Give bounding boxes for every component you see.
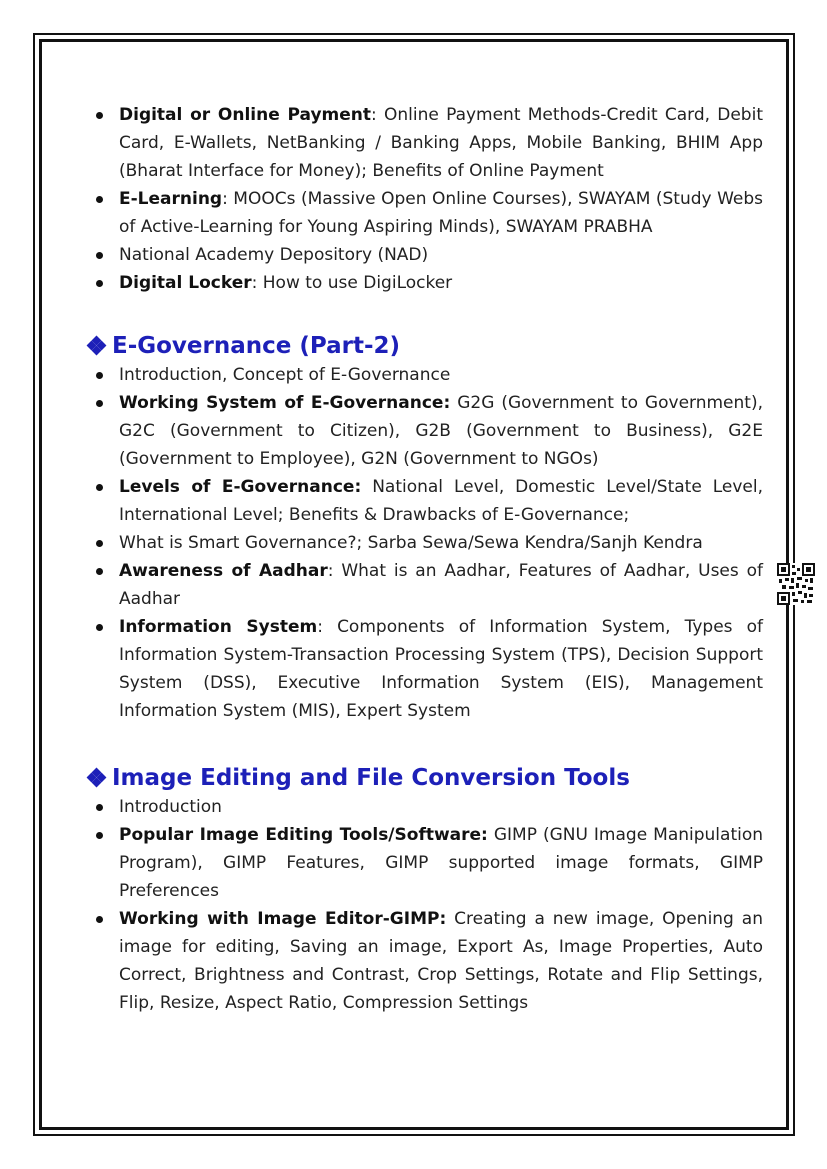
four-diamond-icon xyxy=(88,769,106,787)
list-item: Levels of E-Governance: National Level, Domestic Level/State Level, International Level; Benefits & Drawbacks of E-Governance; xyxy=(88,473,763,529)
bullet-icon xyxy=(96,624,103,631)
bullet-icon xyxy=(96,196,103,203)
section-list xyxy=(88,101,763,297)
section-heading: E-Governance (Part-2) xyxy=(88,331,763,361)
list-item: Digital Locker: How to use DigiLocker xyxy=(88,269,763,297)
bullet-icon xyxy=(96,568,103,575)
four-diamond-icon xyxy=(88,337,106,355)
qr-code-icon xyxy=(777,563,815,605)
list-item: Working with Image Editor-GIMP: Creating a new image, Opening an image for editing, Saving an image, Export As, Image Properties, Auto Correct, Brightness and Contrast, Crop Settings, Rotate and Flip Settings, Flip, Resize, Aspect Ratio, Compression Settings xyxy=(88,905,763,1017)
list-item: Introduction, Concept of E-Governance xyxy=(88,361,763,389)
list-item: Popular Image Editing Tools/Software: GIMP (GNU Image Manipulation Program), GIMP Features, GIMP supported image formats, GIMP Preferences xyxy=(88,821,763,905)
bullet-icon xyxy=(96,252,103,259)
bullet-icon xyxy=(96,540,103,547)
list-item: Information System: Components of Information System, Types of Information System-Transaction Processing System (TPS), Decision Support System (DSS), Executive Information System (EIS), Management Information System (MIS), Expert System xyxy=(88,613,763,725)
bullet-icon xyxy=(96,280,103,287)
list-item: Awareness of Aadhar: What is an Aadhar, Features of Aadhar, Uses of Aadhar xyxy=(88,557,763,613)
list-item: E-Learning: MOOCs (Massive Open Online Courses), SWAYAM (Study Webs of Active-Learning for Young Aspiring Minds), SWAYAM PRABHA xyxy=(88,185,763,241)
bullet-icon xyxy=(96,372,103,379)
section-heading: Image Editing and File Conversion Tools xyxy=(88,763,763,793)
list-item: What is Smart Governance?; Sarba Sewa/Sewa Kendra/Sanjh Kendra xyxy=(88,529,763,557)
section-list xyxy=(88,361,763,725)
bullet-icon xyxy=(96,916,103,923)
document-body xyxy=(88,101,763,1017)
list-item: Working System of E-Governance: G2G (Government to Government), G2C (Government to Citizen), G2B (Government to Business), G2E (Government to Employee), G2N (Government to NGOs) xyxy=(88,389,763,473)
bullet-icon xyxy=(96,112,103,119)
section-list xyxy=(88,793,763,1017)
list-item: Introduction xyxy=(88,793,763,821)
bullet-icon xyxy=(96,832,103,839)
bullet-icon xyxy=(96,804,103,811)
list-item: Digital or Online Payment: Online Payment Methods-Credit Card, Debit Card, E-Wallets, NetBanking / Banking Apps, Mobile Banking, BHIM App (Bharat Interface for Money); Benefits of Online Payment xyxy=(88,101,763,185)
bullet-icon xyxy=(96,400,103,407)
list-item: National Academy Depository (NAD) xyxy=(88,241,763,269)
bullet-icon xyxy=(96,484,103,491)
